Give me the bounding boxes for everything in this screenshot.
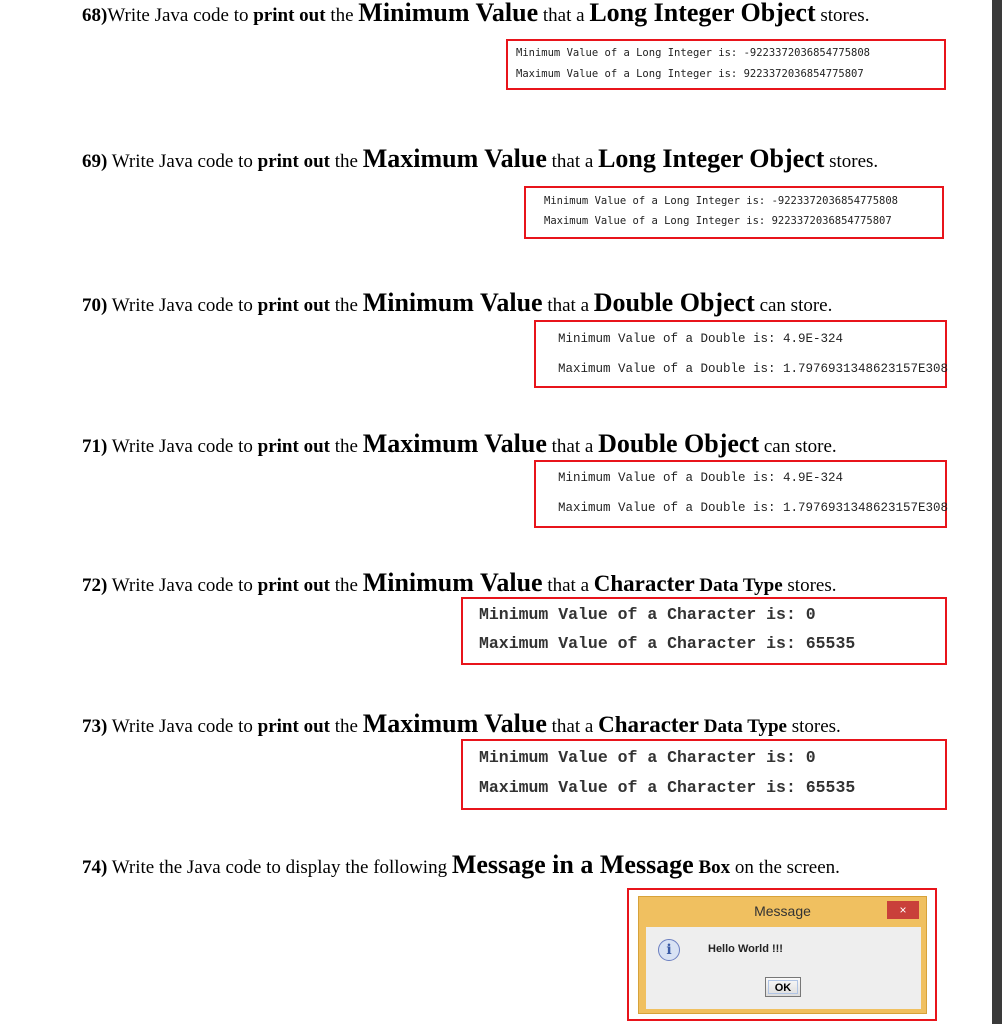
output-line: Maximum Value of a Long Integer is: 9223372036854775807 <box>544 215 892 227</box>
output-line: Maximum Value of a Double is: 1.7976931348623157E308 <box>558 501 949 515</box>
question-text: that a <box>546 436 599 457</box>
question-text: Write Java code to <box>111 575 258 596</box>
question-text: stores. <box>824 151 879 172</box>
output-line: Minimum Value of a Double is: 4.9E-324 <box>558 332 844 346</box>
output-line: Maximum Value of a Character is: 65535 <box>479 778 856 797</box>
question-number: 74) <box>82 857 108 878</box>
question-text-bold: print out <box>257 575 330 596</box>
output-line: Minimum Value of a Long Integer is: -9223372036854775808 <box>516 47 871 59</box>
output-line: Maximum Value of a Character is: 65535 <box>479 634 856 653</box>
question-emphasis: Long Integer Object <box>589 0 816 27</box>
question-text: the <box>329 151 363 172</box>
question-number: 68) <box>82 5 108 26</box>
question-text: Write Java code to <box>111 151 258 172</box>
question-text: Write Java code to <box>111 716 258 737</box>
question-text: that a <box>542 295 594 316</box>
question-text: can store. <box>754 295 833 316</box>
question-emphasis: Maximum Value <box>362 144 547 173</box>
output-box-68 <box>506 39 946 90</box>
output-box-73 <box>461 739 947 810</box>
question-text-bold: print out <box>257 436 330 457</box>
info-icon: i <box>658 939 680 961</box>
question-text: stores. <box>782 575 837 596</box>
dialog-message: Hello World !!! <box>708 943 783 955</box>
output-box-71 <box>534 460 947 528</box>
output-line: Maximum Value of a Double is: 1.7976931348623157E308 <box>558 362 949 376</box>
question-emphasis: Maximum Value <box>362 429 547 458</box>
question-text: the <box>329 716 363 737</box>
question-text-bold: Box <box>693 857 731 878</box>
question-emphasis: Long Integer Object <box>598 144 825 173</box>
window-edge-bar <box>992 0 1002 1024</box>
question-72 <box>82 570 836 596</box>
question-emphasis: Maximum Value <box>362 709 547 738</box>
question-emphasis: Double Object <box>593 288 755 317</box>
question-text-bold: print out <box>257 151 330 172</box>
output-line: Minimum Value of a Character is: 0 <box>479 748 816 767</box>
question-number: 69) <box>82 151 108 172</box>
question-text: that a <box>538 5 590 26</box>
question-text: the <box>329 436 363 457</box>
question-emphasis: Character <box>593 571 695 596</box>
output-line: Minimum Value of a Character is: 0 <box>479 605 816 624</box>
question-text: can store. <box>759 436 837 457</box>
question-68 <box>82 0 869 26</box>
question-text-bold: Data Type <box>698 716 787 737</box>
question-number: 71) <box>82 436 108 457</box>
dialog-title: Message <box>754 903 811 919</box>
question-text-bold: print out <box>257 716 330 737</box>
question-text: that a <box>546 716 599 737</box>
dialog-body <box>646 927 921 1009</box>
question-text: Write the Java code to display the following <box>107 857 452 878</box>
close-button[interactable]: × <box>887 901 919 919</box>
question-text: that a <box>546 151 599 172</box>
question-text: on the screen. <box>730 857 840 878</box>
question-73 <box>82 711 841 737</box>
question-text: that a <box>542 575 594 596</box>
question-emphasis: Minimum Value <box>362 288 543 317</box>
question-74 <box>82 852 840 878</box>
output-box-72 <box>461 597 947 665</box>
ok-button[interactable]: OK <box>765 977 801 997</box>
question-text-bold: print out <box>257 295 330 316</box>
message-box-screenshot <box>627 888 937 1021</box>
question-number: 73) <box>82 716 108 737</box>
question-text: the <box>325 5 359 26</box>
question-text: the <box>329 295 363 316</box>
question-emphasis: Minimum Value <box>358 0 539 27</box>
question-text: the <box>329 575 363 596</box>
output-line: Minimum Value of a Double is: 4.9E-324 <box>558 471 844 485</box>
question-emphasis: Character <box>598 712 699 737</box>
question-71 <box>82 431 837 457</box>
message-dialog <box>638 896 927 1014</box>
question-text: Write Java code to <box>111 436 258 457</box>
output-line: Minimum Value of a Long Integer is: -9223372036854775808 <box>544 195 899 207</box>
question-emphasis: Double Object <box>598 429 760 458</box>
question-number: 70) <box>82 295 108 316</box>
question-text-bold: Data Type <box>694 575 783 596</box>
question-text-bold: print out <box>253 5 326 26</box>
question-emphasis: Message in a Message <box>451 850 694 879</box>
output-line: Maximum Value of a Long Integer is: 9223372036854775807 <box>516 68 864 80</box>
output-box-70 <box>534 320 947 388</box>
question-text: Write Java code to <box>107 5 254 26</box>
question-69 <box>82 146 878 172</box>
question-text: stores. <box>815 5 870 26</box>
question-text: Write Java code to <box>111 295 258 316</box>
question-70 <box>82 290 832 316</box>
question-number: 72) <box>82 575 108 596</box>
output-box-69 <box>524 186 944 239</box>
question-text: stores. <box>786 716 841 737</box>
question-emphasis: Minimum Value <box>362 568 543 597</box>
